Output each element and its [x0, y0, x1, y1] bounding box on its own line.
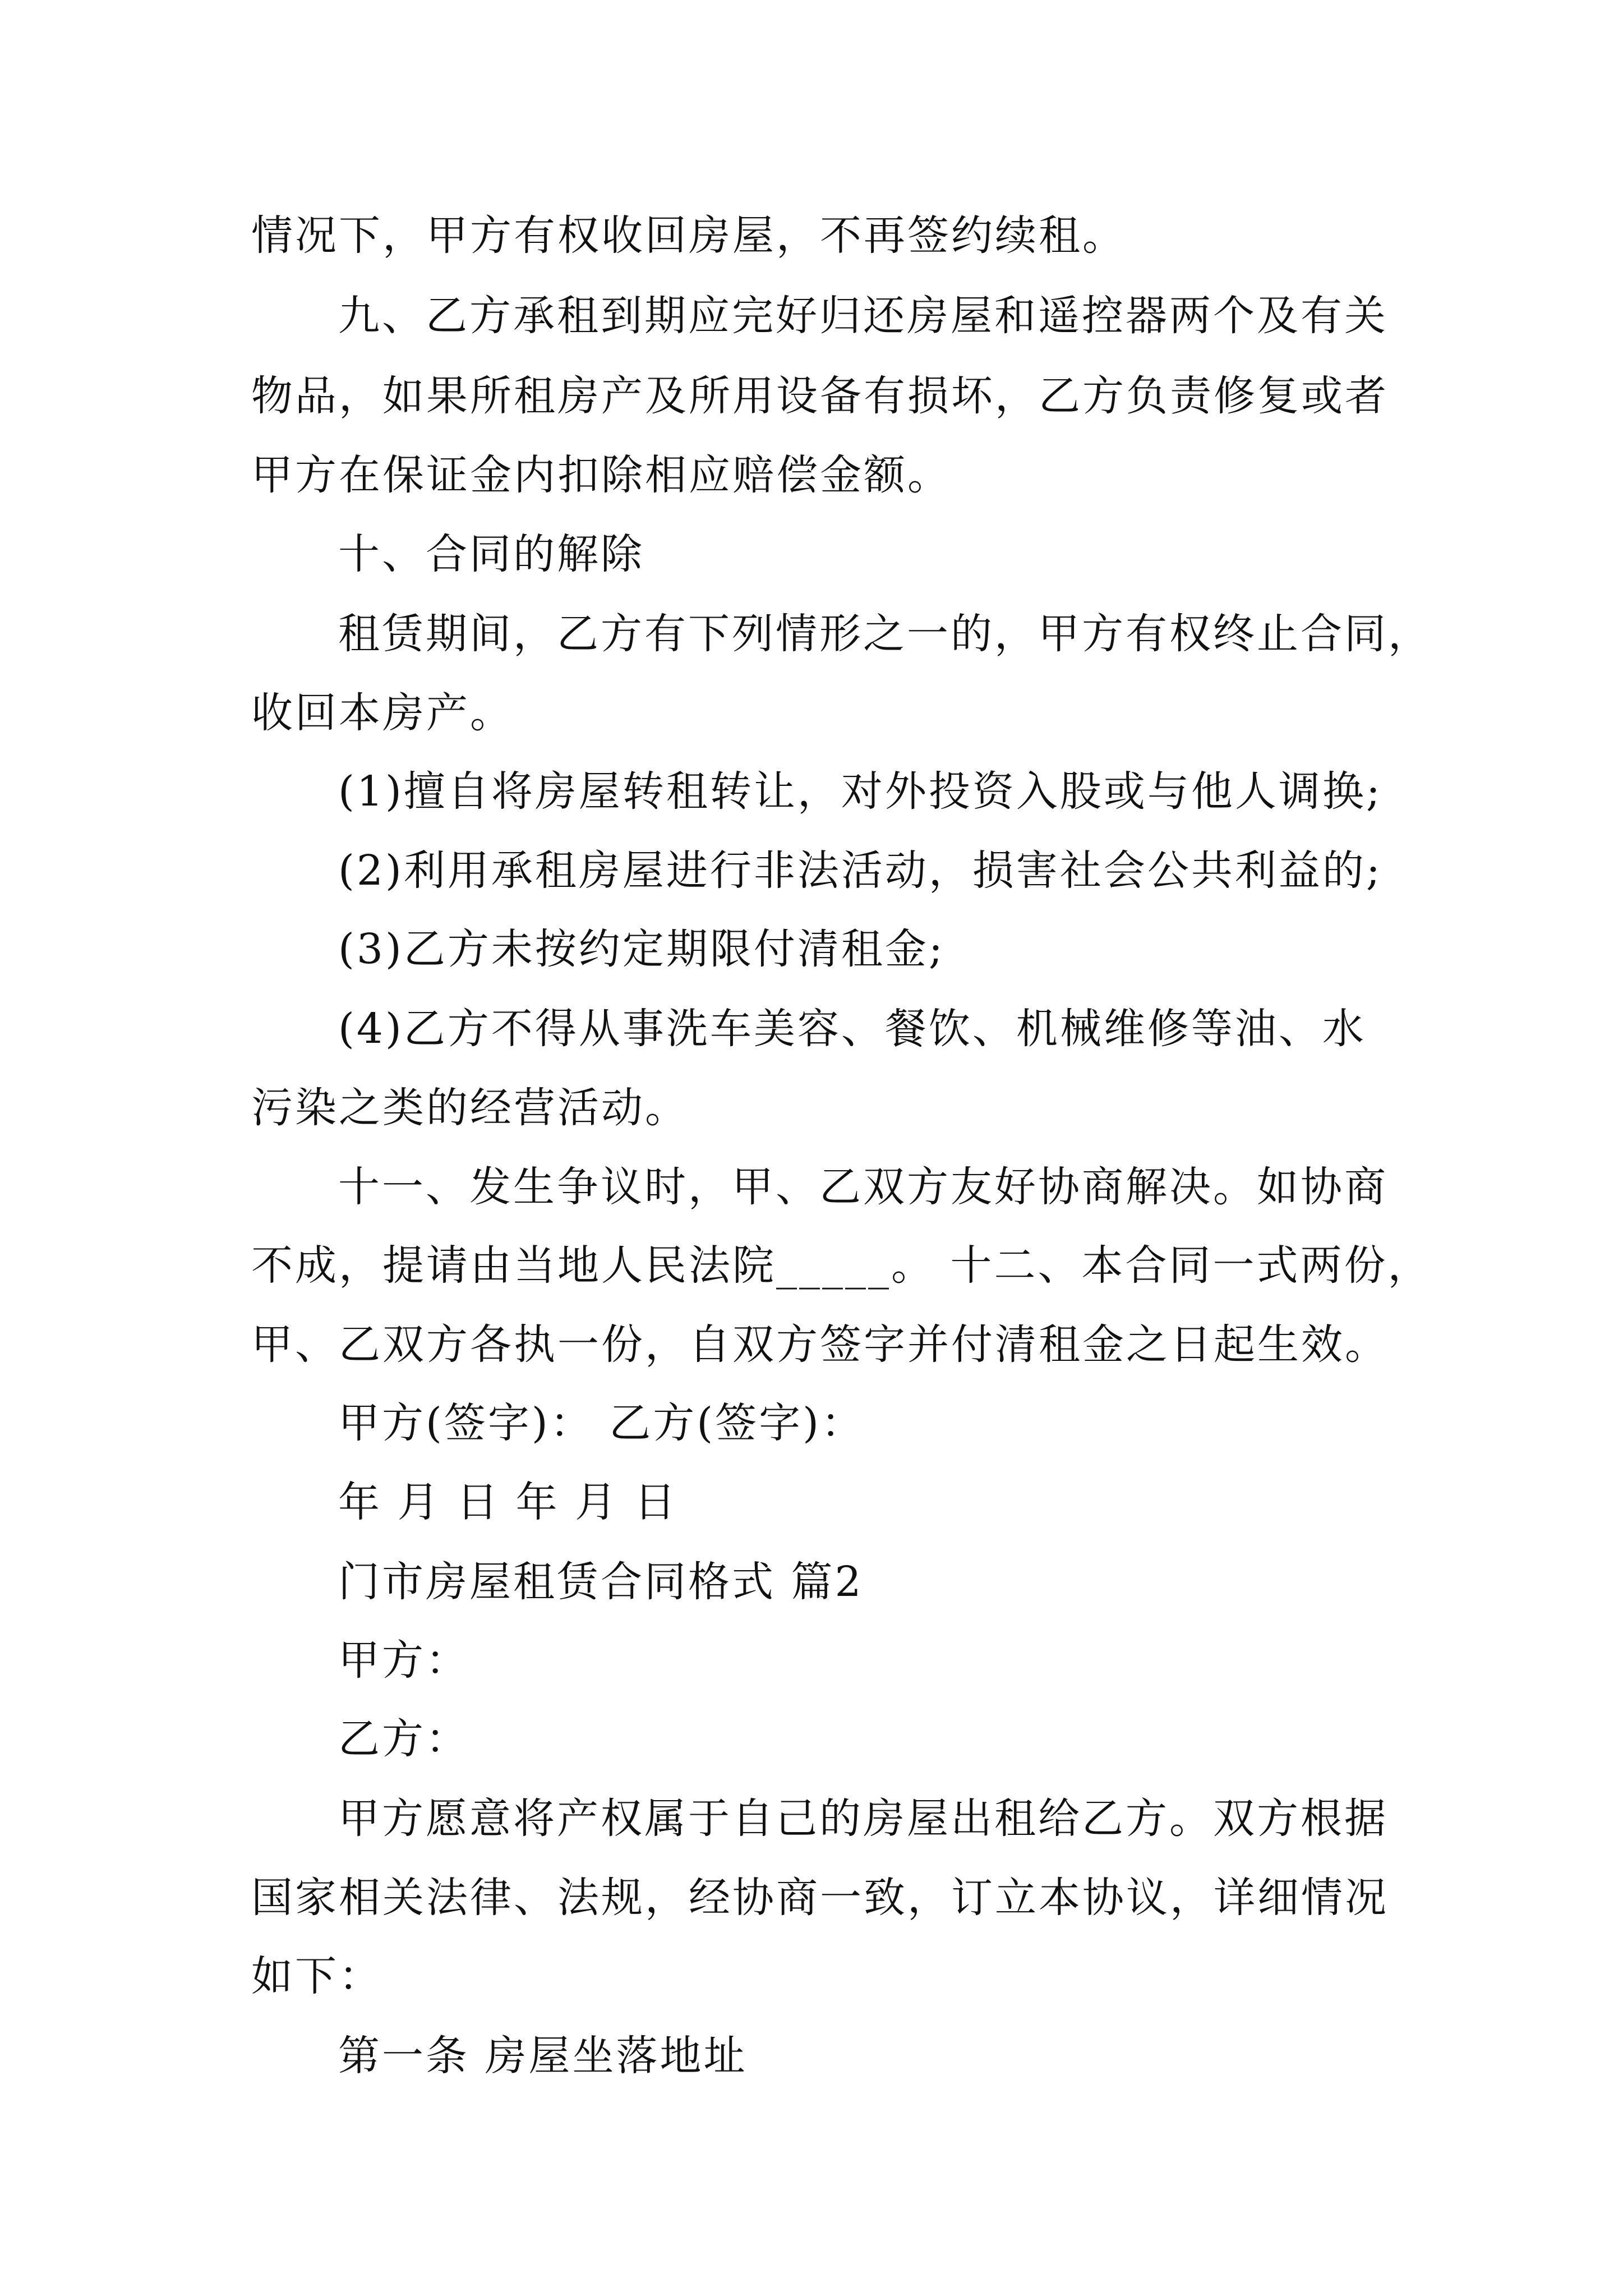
text-line: 九、乙方承租到期应完好归还房屋和遥控器两个及有关: [338, 292, 1388, 340]
text-line: 甲方愿意将产权属于自己的房屋出租给乙方。双方根据: [338, 1795, 1388, 1843]
text-line: 情况下，甲方有权收回房屋，不再签约续租。: [251, 211, 1126, 260]
section-heading: 十、合同的解除: [338, 530, 644, 578]
text-line: 收回本房产。: [251, 689, 514, 737]
text-line: 如下：: [251, 1952, 382, 2000]
list-item: (3)乙方未按约定期限付清租金;: [338, 925, 945, 973]
article-heading: 第一条 房屋坐落地址: [338, 2032, 748, 2080]
text-line: 物品，如果所租房产及所用设备有损坏，乙方负责修复或者: [251, 372, 1389, 420]
text-line: 国家相关法律、法规，经协商一致，订立本协议，详细情况: [251, 1874, 1389, 1922]
document-title: 门市房屋租赁合同格式 篇2: [338, 1558, 864, 1606]
signature-line: 甲方(签字)： 乙方(签字)：: [338, 1399, 865, 1447]
text-line: 甲、乙双方各执一份，自双方签字并付清租金之日起生效。: [251, 1320, 1389, 1369]
text-line: 租赁期间，乙方有下列情形之一的，甲方有权终止合同，: [338, 610, 1432, 658]
text-line: 污染之类的经营活动。: [251, 1084, 689, 1132]
party-b-label: 乙方：: [338, 1715, 469, 1763]
list-item: (4)乙方不得从事洗车美容、餐饮、机械维修等油、水: [338, 1005, 1366, 1053]
text-line: 不成，提请由当地人民法院_____。 十二、本合同一式两份，: [251, 1241, 1432, 1290]
date-line: 年 月 日 年 月 日: [338, 1478, 678, 1526]
party-a-label: 甲方：: [338, 1636, 469, 1685]
text-line: 十一、发生争议时，甲、乙双方友好协商解决。如协商: [338, 1163, 1388, 1211]
list-item: (2)利用承租房屋进行非法活动，损害社会公共利益的;: [338, 846, 1382, 895]
text-line: 甲方在保证金内扣除相应赔偿金额。: [251, 451, 951, 499]
list-item: (1)擅自将房屋转租转让，对外投资入股或与他人调换;: [338, 767, 1382, 816]
